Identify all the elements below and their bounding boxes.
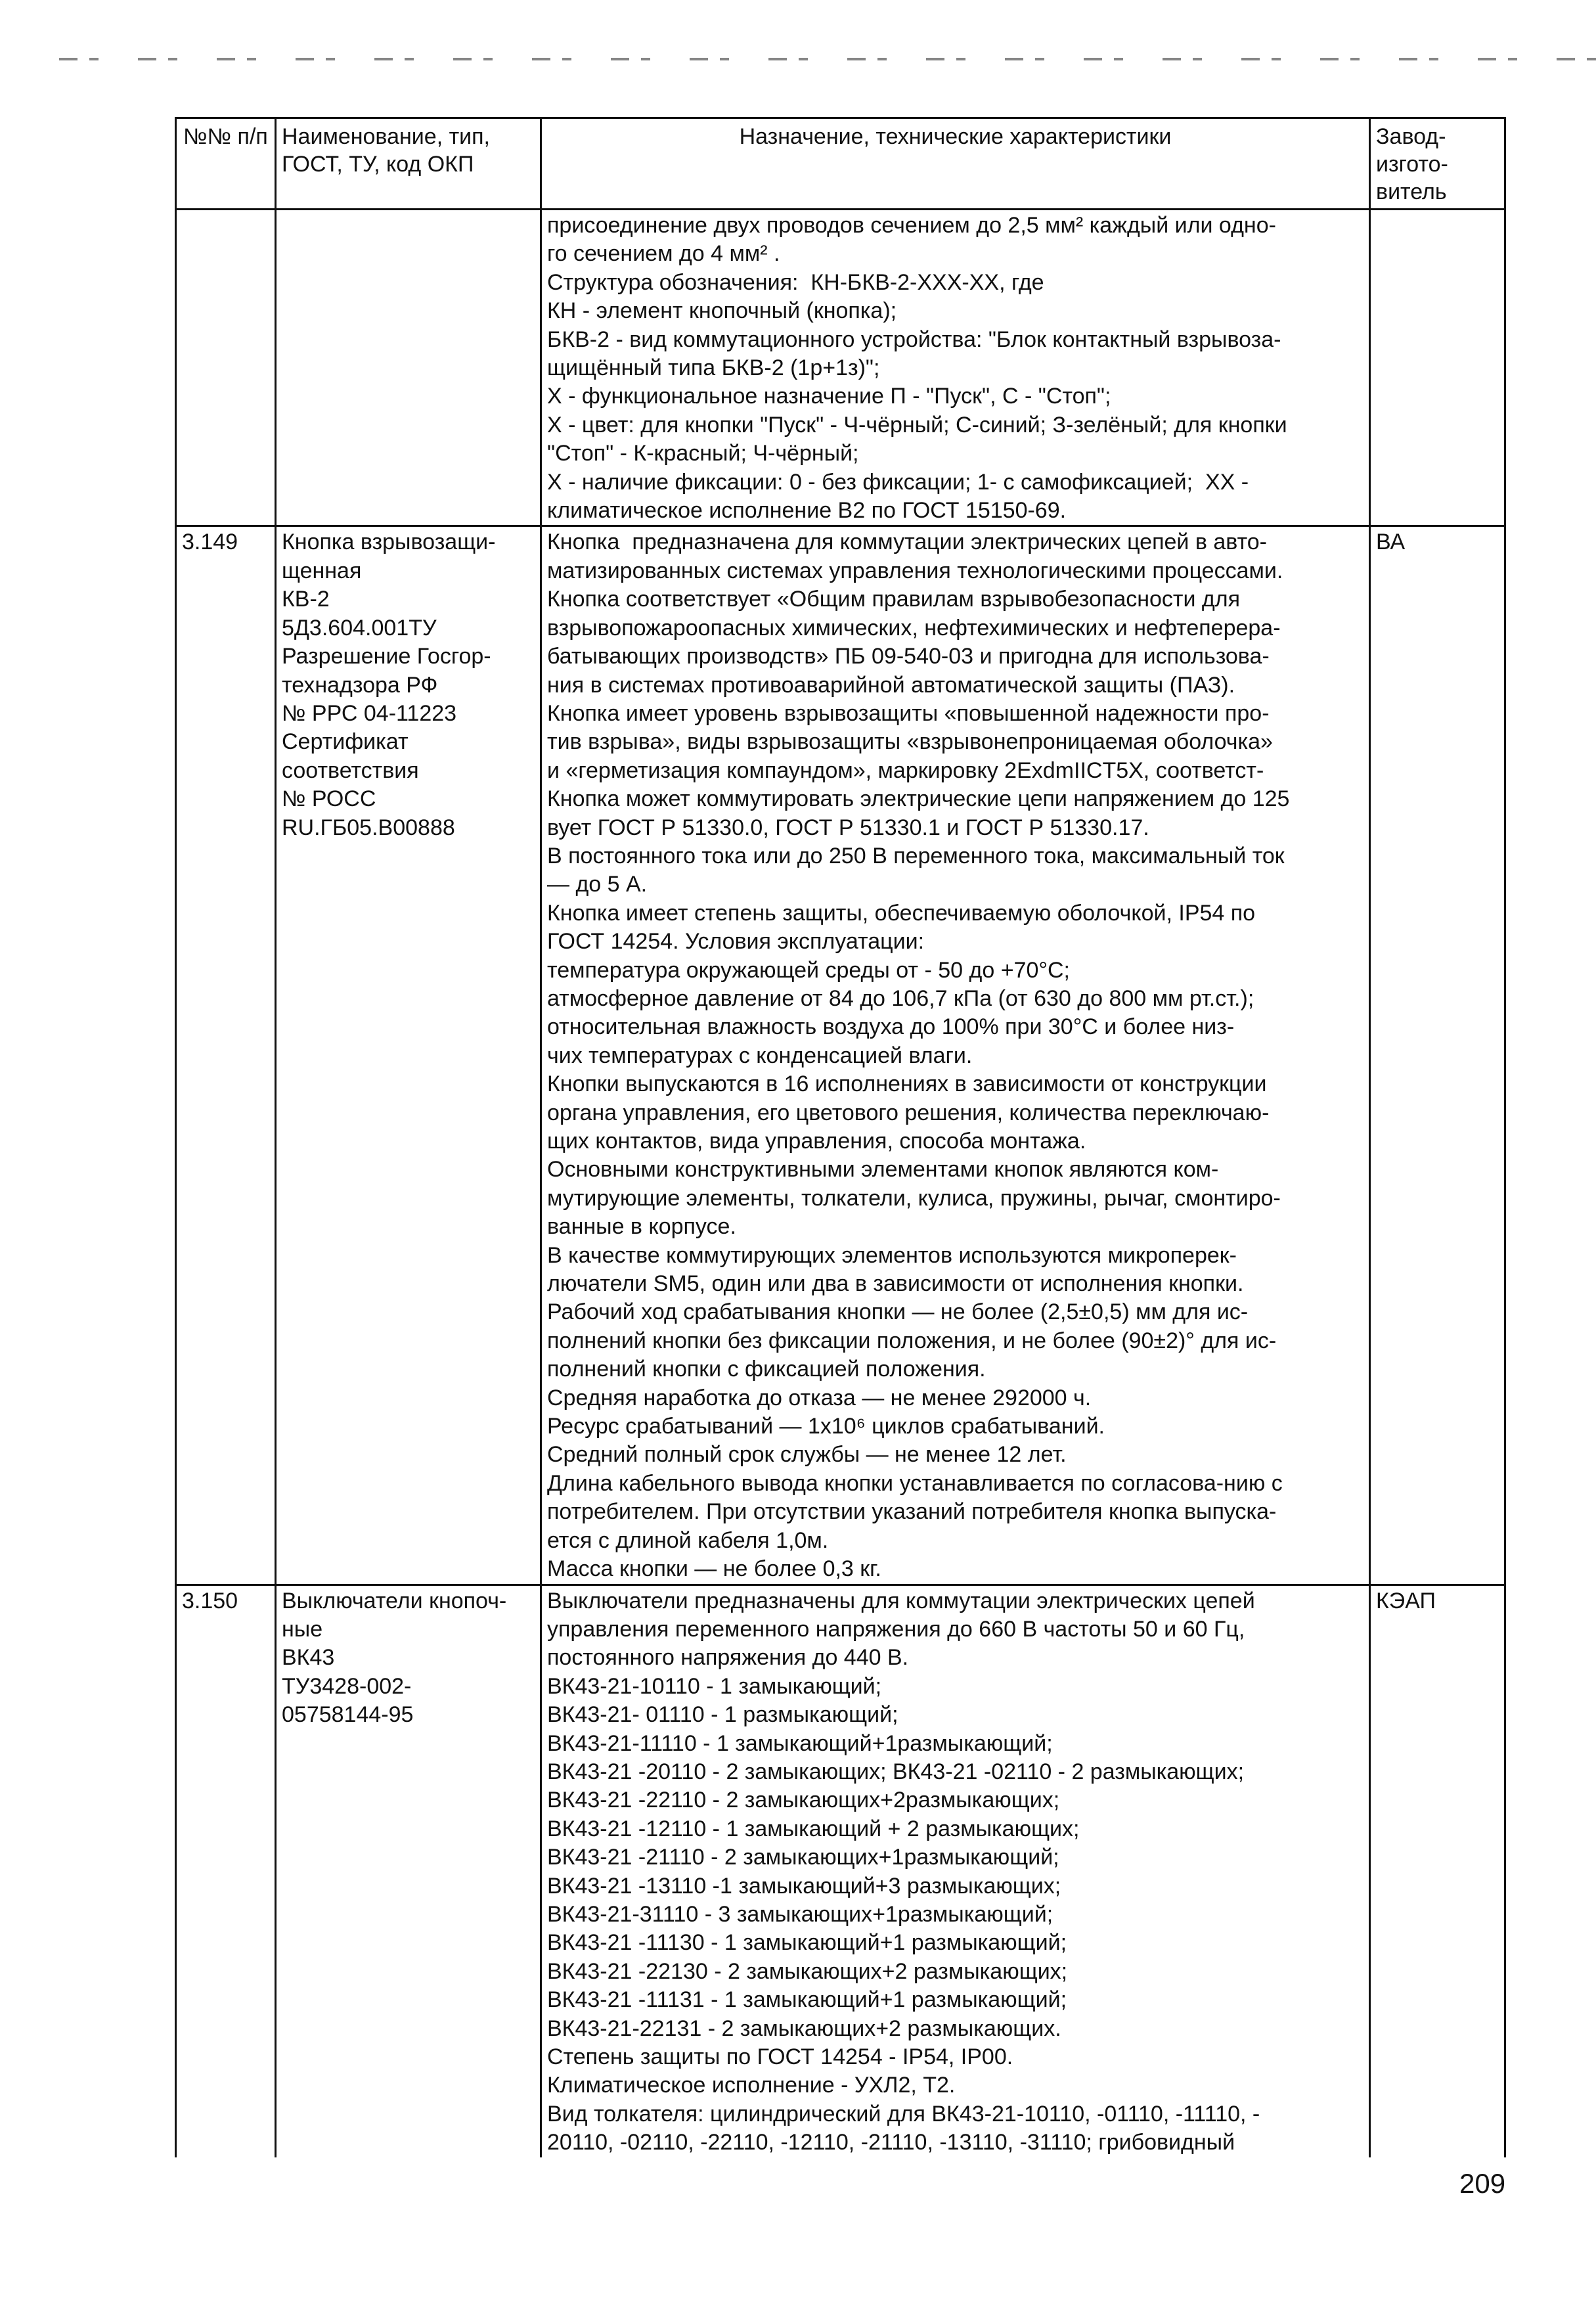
text-line: тив взрыва», виды взрывозащиты «взрывонепроницаемая оболочка» [547, 729, 1273, 755]
cell-maker: ВА [1370, 526, 1505, 1585]
text-line: ВК43-21 -11131 - 1 замыкающий+1 размыкающий; [547, 1987, 1067, 2013]
text-line: Сертификат [282, 729, 409, 755]
text-line: ТУ3428-002- [282, 1673, 412, 1699]
scan-artifact-line [59, 58, 1596, 60]
text-line: RU.ГБ05.В00888 [282, 815, 455, 840]
text-line: ВК43 [282, 1645, 335, 1671]
text-line: ванные в корпусе. [547, 1214, 736, 1240]
text-line: управления переменного напряжения до 660 В частоты 50 и 60 Гц, [547, 1616, 1245, 1642]
text-line: Х - наличие фиксации: 0 - без фиксации; 1- с самофиксацией; ХХ - [547, 469, 1249, 495]
cell-name [276, 1585, 541, 2157]
table-row-continuation [176, 210, 1505, 526]
text-line: полнений кнопки с фиксацией положения. [547, 1357, 986, 1382]
text-line: В постоянного тока или до 250 В переменного тока, максимальный ток [547, 843, 1285, 868]
text-line: Кнопка имеет степень защиты, обеспечиваемую оболочкой, IP54 по [547, 900, 1256, 926]
header-name: Наименование, тип, ГОСТ, ТУ, код ОКП [276, 118, 541, 210]
text-line: постоянного напряжения до 440 В. [547, 1645, 909, 1671]
text-line: КН - элемент кнопочный (кнопка); [547, 298, 897, 324]
cell-maker: КЭАП [1370, 1585, 1505, 2157]
text-line: Выключатели предназначены для коммутации электрических цепей [547, 1588, 1255, 1613]
text-line: вует ГОСТ Р 51330.0, ГОСТ Р 51330.1 и ГОСТ Р 51330.17. [547, 815, 1149, 840]
text-line: Масса кнопки — не более 0,3 кг. [547, 1556, 881, 1582]
text-line: Кнопка может коммутировать электрические цепи напряжением до 125 [547, 786, 1290, 812]
text-line: присоединение двух проводов сечением до 2,5 мм² каждый или одно- [547, 213, 1276, 238]
page-number: 209 [1459, 2168, 1506, 2199]
cell-num-empty [176, 210, 276, 526]
text-line: атмосферное давление от 84 до 106,7 кПа (от 630 до 800 мм рт.ст.); [547, 985, 1254, 1011]
text-line: ВК43-21-10110 - 1 замыкающий; [547, 1673, 882, 1699]
text-line: матизированных системах управления технологическими процессами. [547, 558, 1283, 583]
text-line: ВК43-21 -12110 - 1 замыкающий + 2 размыкающих; [547, 1816, 1080, 1841]
text-line: Кнопка имеет уровень взрывозащиты «повышенной надежности про- [547, 700, 1270, 726]
table-row-3-150 [176, 1585, 1505, 2157]
desc-lines [547, 1587, 1363, 2157]
text-line: климатическое исполнение В2 по ГОСТ 15150-69. [547, 498, 1067, 524]
desc-lines [547, 528, 1363, 1583]
text-line: 20110, -02110, -22110, -12110, -21110, -13110, -31110; грибовидный [547, 2130, 1235, 2155]
text-line: полнений кнопки без фиксации положения, и не более (90±2)° для ис- [547, 1328, 1277, 1353]
text-line: Рабочий ход срабатывания кнопки — не более (2,5±0,5) мм для ис- [547, 1299, 1249, 1325]
text-line: чих температурах с конденсацией влаги. [547, 1043, 973, 1068]
text-line: Ресурс срабатываний — 1х10⁶ циклов срабатываний. [547, 1414, 1105, 1439]
text-line: Кнопки выпускаются в 16 исполнениях в зависимости от конструкции [547, 1071, 1267, 1097]
text-line: Климатическое исполнение - УХЛ2, Т2. [547, 2073, 956, 2098]
text-line: батывающих производств» ПБ 09-540-03 и пригодна для использова- [547, 644, 1270, 669]
text-line: щих контактов, вида управления, способа монтажа. [547, 1129, 1086, 1154]
cell-name [276, 526, 541, 1585]
header-description: Назначение, технические характеристики [541, 118, 1370, 210]
cell-num: 3.150 [176, 1585, 276, 2157]
text-line: № РОСС [282, 786, 376, 812]
text-line: мутирующие элементы, толкатели, кулиса, пружины, рычаг, смонтиро- [547, 1185, 1281, 1211]
text-line: Структура обозначения: КН-БКВ-2-ХХХ-ХХ, где [547, 269, 1044, 295]
text-line: температура окружающей среды от - 50 до +70°С; [547, 957, 1070, 983]
text-line: ВК43-21 -22110 - 2 замыкающих+2размыкающих; [547, 1788, 1060, 1813]
text-line: ВК43-21-11110 - 1 замыкающий+1размыкающий; [547, 1730, 1053, 1756]
text-line: щищённый типа БКВ-2 (1р+1з)"; [547, 355, 880, 381]
table-header-row [176, 118, 1505, 210]
name-lines [282, 528, 535, 842]
text-line: В качестве коммутирующих элементов используются микроперек- [547, 1242, 1237, 1268]
text-line: — до 5 А. [547, 872, 648, 897]
text-line: ВК43-21-22131 - 2 замыкающих+2 размыкающих. [547, 2016, 1061, 2041]
text-line: Разрешение Госгор- [282, 644, 491, 669]
text-line: Вид толкателя: цилиндрический для ВК43-21-10110, -01110, -11110, - [547, 2101, 1260, 2127]
text-line: ВК43-21 -13110 -1 замыкающий+3 размыкающих; [547, 1873, 1061, 1899]
text-line: КВ-2 [282, 587, 330, 612]
text-line: относительная влажность воздуха до 100% при 30°С и более низ- [547, 1014, 1235, 1040]
text-line: ВК43-21- 01110 - 1 размыкающий; [547, 1702, 898, 1728]
text-line: ВК43-21 -11130 - 1 замыкающий+1 размыкающий; [547, 1930, 1067, 1956]
text-line: лючатели SM5, один или два в зависимости от исполнения кнопки. [547, 1271, 1244, 1297]
text-line: № РРС 04-11223 [282, 700, 457, 726]
text-line: соответствия [282, 757, 419, 783]
cell-description [541, 526, 1370, 1585]
text-line: 05758144-95 [282, 1702, 414, 1728]
text-line: Кнопка соответствует «Общим правилам взрывобезопасности для [547, 587, 1241, 612]
cell-description [541, 210, 1370, 526]
text-line: Степень защиты по ГОСТ 14254 - IP54, IP00. [547, 2044, 1013, 2069]
text-line: Выключатели кнопоч- [282, 1588, 507, 1613]
header-manufacturer: Завод-изгото-витель [1370, 118, 1505, 210]
table-row-3-149 [176, 526, 1505, 1585]
text-line: ВК43-21 -22130 - 2 замыкающих+2 размыкающих; [547, 1958, 1068, 1984]
text-line: Основными конструктивными элементами кнопок являются ком- [547, 1157, 1219, 1183]
text-line: потребителем. При отсутствии указаний потребителя кнопка выпуска- [547, 1499, 1277, 1525]
text-line: Х - цвет: для кнопки "Пуск" - Ч-чёрный; С-синий; З-зелёный; для кнопки [547, 412, 1287, 438]
text-line: Кнопка предназначена для коммутации электрических цепей в авто- [547, 529, 1268, 555]
cell-name-empty [276, 210, 541, 526]
text-line: ВК43-21 -21110 - 2 замыкающих+1размыкающий; [547, 1845, 1059, 1870]
text-line: ГОСТ 14254. Условия эксплуатации: [547, 929, 925, 955]
text-line: ВК43-21-31110 - 3 замыкающих+1размыкающий; [547, 1901, 1053, 1927]
text-line: Средний полный срок службы — не менее 12 лет. [547, 1442, 1067, 1468]
text-line: ВК43-21 -20110 - 2 замыкающих; ВК43-21 -02110 - 2 размыкающих; [547, 1759, 1245, 1784]
text-line: органа управления, его цветового решения, количества переключаю- [547, 1100, 1270, 1125]
text-line: го сечением до 4 мм² . [547, 241, 780, 267]
text-line: Х - функциональное назначение П - "Пуск", С - "Стоп"; [547, 384, 1111, 409]
cell-maker-empty [1370, 210, 1505, 526]
text-line: БКВ-2 - вид коммутационного устройства: "Блок контактный взрывоза- [547, 327, 1281, 352]
cell-num: 3.149 [176, 526, 276, 1585]
text-line: технадзора РФ [282, 672, 438, 698]
text-line: Средняя наработка до отказа — не менее 292000 ч. [547, 1385, 1092, 1410]
cell-description [541, 1585, 1370, 2157]
text-line: ется с длиной кабеля 1,0м. [547, 1527, 829, 1553]
spec-table [175, 117, 1506, 2157]
text-line: Длина кабельного вывода кнопки устанавливается по согласова-нию с [547, 1470, 1283, 1496]
text-line: и «герметизация компаундом», маркировку 2ExdmIICT5X, соответст- [547, 757, 1264, 783]
text-line: взрывопожароопасных химических, нефтехимических и нефтеперера- [547, 615, 1281, 641]
header-num: №№ п/п [176, 118, 276, 210]
desc-lines [547, 212, 1363, 525]
text-line: ния в системах противоаварийной автоматической защиты (ПАЗ). [547, 672, 1235, 698]
name-lines [282, 1587, 535, 1730]
text-line: Кнопка взрывозащи- [282, 529, 496, 555]
text-line: ные [282, 1616, 323, 1642]
text-line: 5Д3.604.001ТУ [282, 615, 437, 641]
text-line: щенная [282, 558, 362, 583]
text-line: "Стоп" - К-красный; Ч-чёрный; [547, 441, 859, 466]
